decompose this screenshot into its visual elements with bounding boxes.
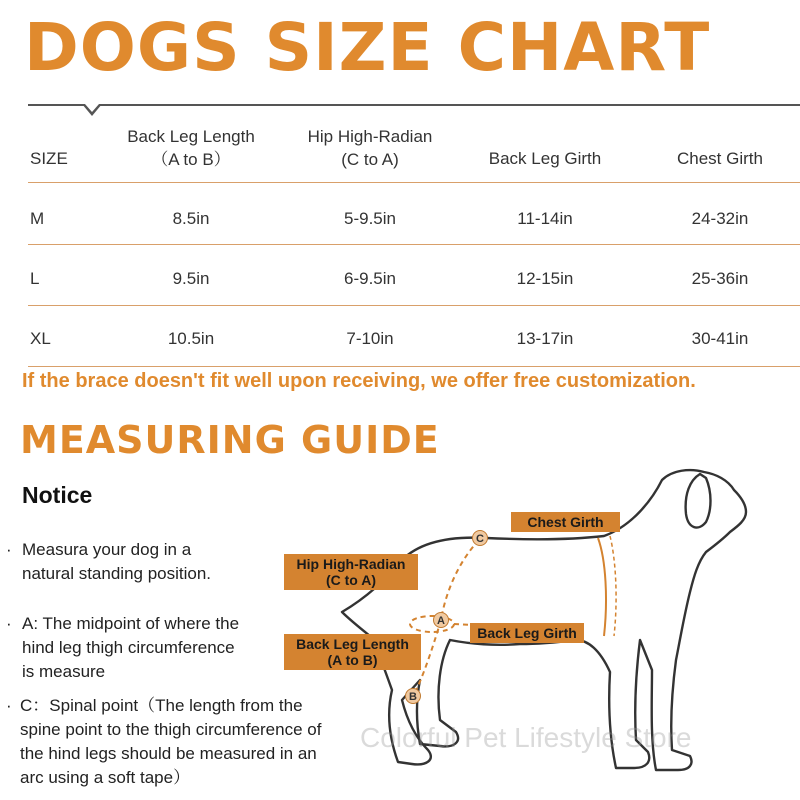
header-hip-high-radian: Hip High-Radian (307, 127, 433, 146)
header-back-leg-length-sub: （A to B） (151, 150, 231, 169)
notice-heading: Notice (22, 482, 93, 508)
notice-line: the hind legs should be measured in an (20, 744, 317, 763)
notice-line: natural standing position. (22, 564, 212, 583)
hip-high-radian-label (284, 554, 418, 590)
point-c-marker: C (472, 530, 488, 546)
back-leg-girth-label: Back Leg Girth (470, 623, 584, 643)
table-cell: 5-9.5in (344, 209, 396, 228)
header-chest-girth: Chest Girth (677, 149, 763, 168)
table-cell-size: L (30, 269, 40, 288)
header-back-leg-girth: Back Leg Girth (488, 149, 602, 168)
bullet-dot: · (6, 696, 12, 715)
page-title: DOGS SIZE CHART (24, 9, 711, 86)
table-cell: 12-15in (516, 269, 574, 288)
table-cell-size: M (30, 209, 45, 228)
table-cell: 6-9.5in (344, 269, 396, 288)
bullet-dot: · (6, 540, 12, 559)
notice-line: is measure (22, 662, 106, 681)
notice-line: Measura your dog in a (22, 540, 192, 559)
header-hip-high-radian-sub: (C to A) (341, 150, 399, 169)
customization-note: If the brace doesn't fit well upon receiving, we offer free customization. (22, 370, 696, 392)
back-leg-length-label-line: Back Leg Length (296, 636, 409, 652)
table-cell: 13-17in (516, 329, 574, 348)
store-watermark: Colorful Pet Lifestyle Store (360, 722, 692, 753)
notice-line: arc using a soft tape） (20, 768, 191, 787)
table-cell: 8.5in (172, 209, 210, 228)
notice-line: spine point to the thigh circumference of (20, 720, 322, 739)
notice-line: A: The midpoint of where the (22, 614, 240, 633)
notice-line: C：Spinal point（The length from the (20, 696, 303, 715)
header-size: SIZE (30, 149, 68, 168)
chest-girth-label: Chest Girth (511, 512, 620, 532)
table-cell-size: XL (30, 329, 51, 348)
table-cell: 24-32in (691, 209, 749, 228)
point-b-marker: B (405, 688, 421, 704)
header-back-leg-length: Back Leg Length (127, 127, 255, 146)
table-cell: 11-14in (517, 209, 573, 228)
back-leg-length-label-line: (A to B) (327, 652, 378, 668)
table-cell: 9.5in (172, 269, 210, 288)
measuring-guide-title: MEASURING GUIDE (20, 418, 440, 462)
table-cell: 10.5in (167, 329, 215, 348)
back-leg-length-label (284, 634, 421, 670)
hip-label-line: Hip High-Radian (296, 556, 406, 572)
bullet-dot: · (6, 614, 12, 633)
table-cell: 7-10in (346, 329, 394, 348)
table-cell: 25-36in (691, 269, 749, 288)
hip-label-line: (C to A) (325, 572, 377, 588)
notice-line: hind leg thigh circumference (22, 638, 235, 657)
point-a-marker: A (433, 612, 449, 628)
table-cell: 30-41in (691, 329, 749, 348)
